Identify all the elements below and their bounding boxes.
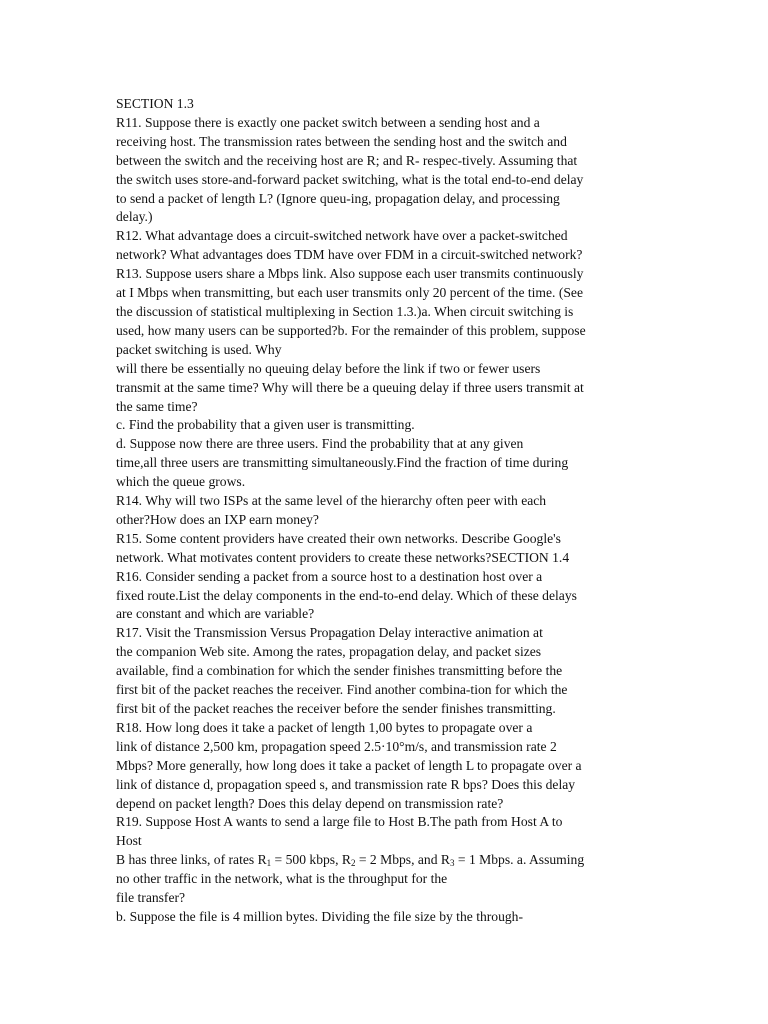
text-line: are constant and which are variable?: [116, 606, 315, 622]
text-line: the discussion of statistical multiplexing in Section 1.3.)a. When circuit switching is: [116, 303, 574, 319]
text-line: Host: [116, 833, 142, 849]
text-line: R13. Suppose users share a Mbps link. Also suppose each user transmits continuously: [116, 266, 584, 282]
r19-rates-prefix: B has three links, of rates R: [116, 852, 267, 868]
r2-subscript: 2: [350, 858, 356, 869]
text-line: network. What motivates content providers to create these networks?SECTION 1.4: [116, 549, 570, 565]
text-line: to send a packet of length L? (Ignore queu-ing, propagation delay, and processing: [116, 190, 560, 206]
text-line: the switch uses store-and-forward packet switching, what is the total end-to-end delay: [116, 171, 584, 187]
text-line: delay.): [116, 209, 153, 225]
text-line: link of distance 2,500 km, propagation speed 2.5·10°m/s, and transmission rate 2: [116, 738, 557, 754]
text-line: d. Suppose now there are three users. Find the probability that at any given: [116, 436, 524, 452]
text-line: the same time?: [116, 398, 198, 414]
text-line: R12. What advantage does a circuit-switched network have over a packet-switched: [116, 228, 568, 244]
r3-subscript: 3: [449, 858, 455, 869]
text-line: R19. Suppose Host A wants to send a large file to Host B.The path from Host A to: [116, 814, 563, 830]
text-line: R11. Suppose there is exactly one packet switch between a sending host and a: [116, 114, 540, 130]
text-line: receiving host. The transmission rates between the sending host and the switch and: [116, 133, 567, 149]
text-line: network? What advantages does TDM have over FDM in a circuit-switched network?: [116, 247, 583, 263]
text-line: other?How does an IXP earn money?: [116, 511, 319, 527]
text-line: fixed route.List the delay components in the end-to-end delay. Which of these delays: [116, 587, 577, 603]
text-line: first bit of the packet reaches the receiver before the sender finishes transmitting.: [116, 701, 556, 716]
text-line: the companion Web site. Among the rates, propagation delay, and packet sizes: [116, 644, 542, 660]
text-line: no other traffic in the network, what is the throughput for the: [116, 871, 448, 887]
r19-rates-mid2: = 2 Mbps, and R: [355, 852, 450, 868]
text-line: R15. Some content providers have created their own networks. Describe Google's: [116, 530, 561, 546]
r19-rates-mid1: = 500 kbps, R: [271, 852, 351, 868]
text-line: at I Mbps when transmitting, but each user transmits only 20 percent of the time. (See: [116, 285, 583, 301]
r19-rates-suffix: = 1 Mbps. a. Assuming: [454, 852, 585, 868]
text-line: SECTION 1.3: [116, 96, 194, 111]
text-line: available, find a combination for which the sender finishes transmitting before the: [116, 663, 563, 679]
text-line: between the switch and the receiving host are R; and R- respec-tively. Assuming that: [116, 152, 578, 168]
text-line: R18. How long does it take a packet of length 1,00 bytes to propagate over a: [116, 719, 533, 735]
text-line: first bit of the packet reaches the receiver. Find another combina-tion for which the: [116, 682, 568, 698]
text-line: b. Suppose the file is 4 million bytes. Dividing the file size by the through-: [116, 908, 524, 924]
r19-rates-line: [116, 851, 656, 870]
text-line: file transfer?: [116, 890, 186, 906]
text-line: transmit at the same time? Why will there be a queuing delay if three users transmit at: [116, 379, 584, 395]
text-line: will there be essentially no queuing delay before the link if two or fewer users: [116, 360, 541, 376]
text-line: c. Find the probability that a given user is transmitting.: [116, 417, 415, 433]
text-line: time,all three users are transmitting simultaneously.Find the fraction of time during: [116, 455, 569, 471]
document-tail-lines: [116, 870, 656, 927]
text-line: depend on packet length? Does this delay depend on transmission rate?: [116, 795, 504, 811]
text-line: link of distance d, propagation speed s, and transmission rate R bps? Does this delay: [116, 776, 576, 792]
text-line: R17. Visit the Transmission Versus Propagation Delay interactive animation at: [116, 625, 543, 641]
document-lines: [116, 95, 656, 851]
text-line: used, how many users can be supported?b. For the remainder of this problem, suppose: [116, 322, 586, 338]
text-line: which the queue grows.: [116, 474, 246, 490]
text-line: Mbps? More generally, how long does it take a packet of length L to propagate over a: [116, 757, 582, 773]
text-line: R16. Consider sending a packet from a source host to a destination host over a: [116, 568, 543, 584]
text-line: R14. Why will two ISPs at the same level of the hierarchy often peer with each: [116, 493, 547, 509]
r1-subscript: 1: [266, 858, 272, 869]
text-line: packet switching is used. Why: [116, 341, 282, 357]
document-body: [116, 95, 656, 927]
